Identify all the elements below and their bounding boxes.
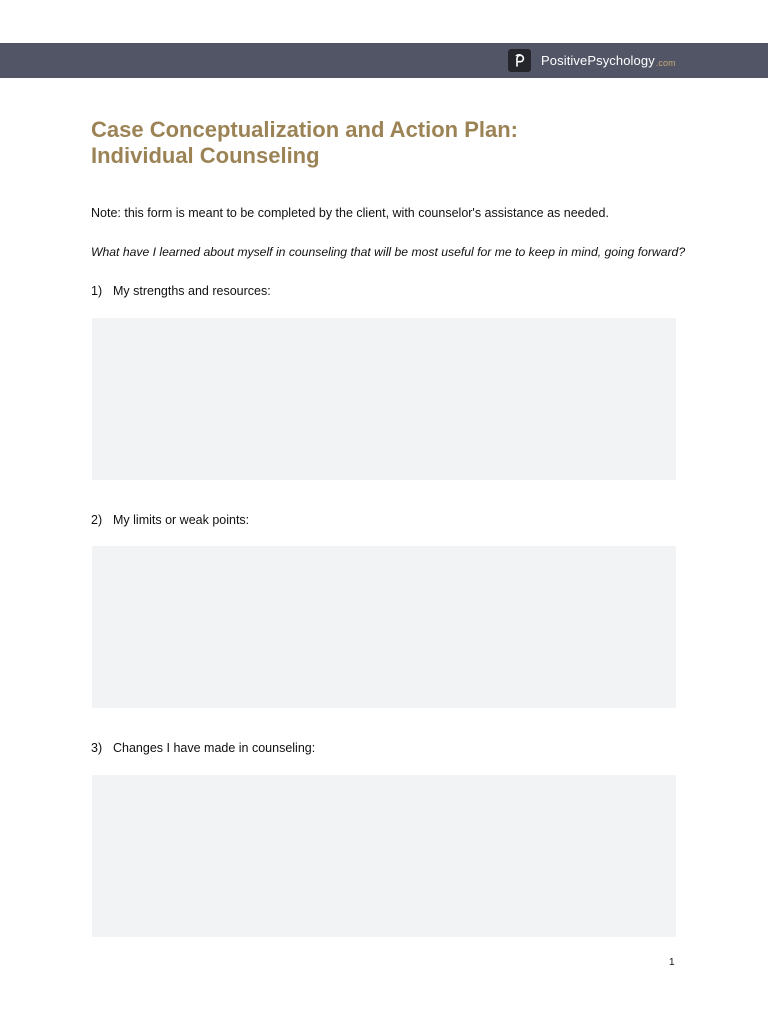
item-label-changes [91,741,315,755]
page-title [91,117,691,169]
brand-name-text: PositivePsychology [541,53,655,68]
item-text: My strengths and resources: [113,284,271,298]
header-bar [0,43,768,78]
item-label-strengths [91,284,271,298]
title-line-2: Individual Counseling [91,143,320,168]
item-number: 3) [91,741,103,755]
limits-answer-field[interactable] [92,546,676,708]
item-text: Changes I have made in counseling: [113,741,316,755]
brand-suffix: .com [655,58,676,68]
strengths-answer-field[interactable] [92,318,676,480]
reflection-question: What have I learned about myself in counseling that will be most useful for me to keep in mind, going forward? [91,245,686,259]
brand-name [541,53,676,68]
changes-answer-field[interactable] [92,775,676,937]
item-number: 2) [91,513,103,527]
instruction-note: Note: this form is meant to be completed by the client, with counselor's assistance as needed. [91,206,609,220]
item-text: My limits or weak points: [113,513,250,527]
p-monogram-icon [508,49,531,72]
title-line-1: Case Conceptualization and Action Plan: [91,117,519,142]
brand[interactable] [508,49,676,72]
item-label-limits [91,513,249,527]
page-number: 1 [669,957,675,968]
item-number: 1) [91,284,103,298]
